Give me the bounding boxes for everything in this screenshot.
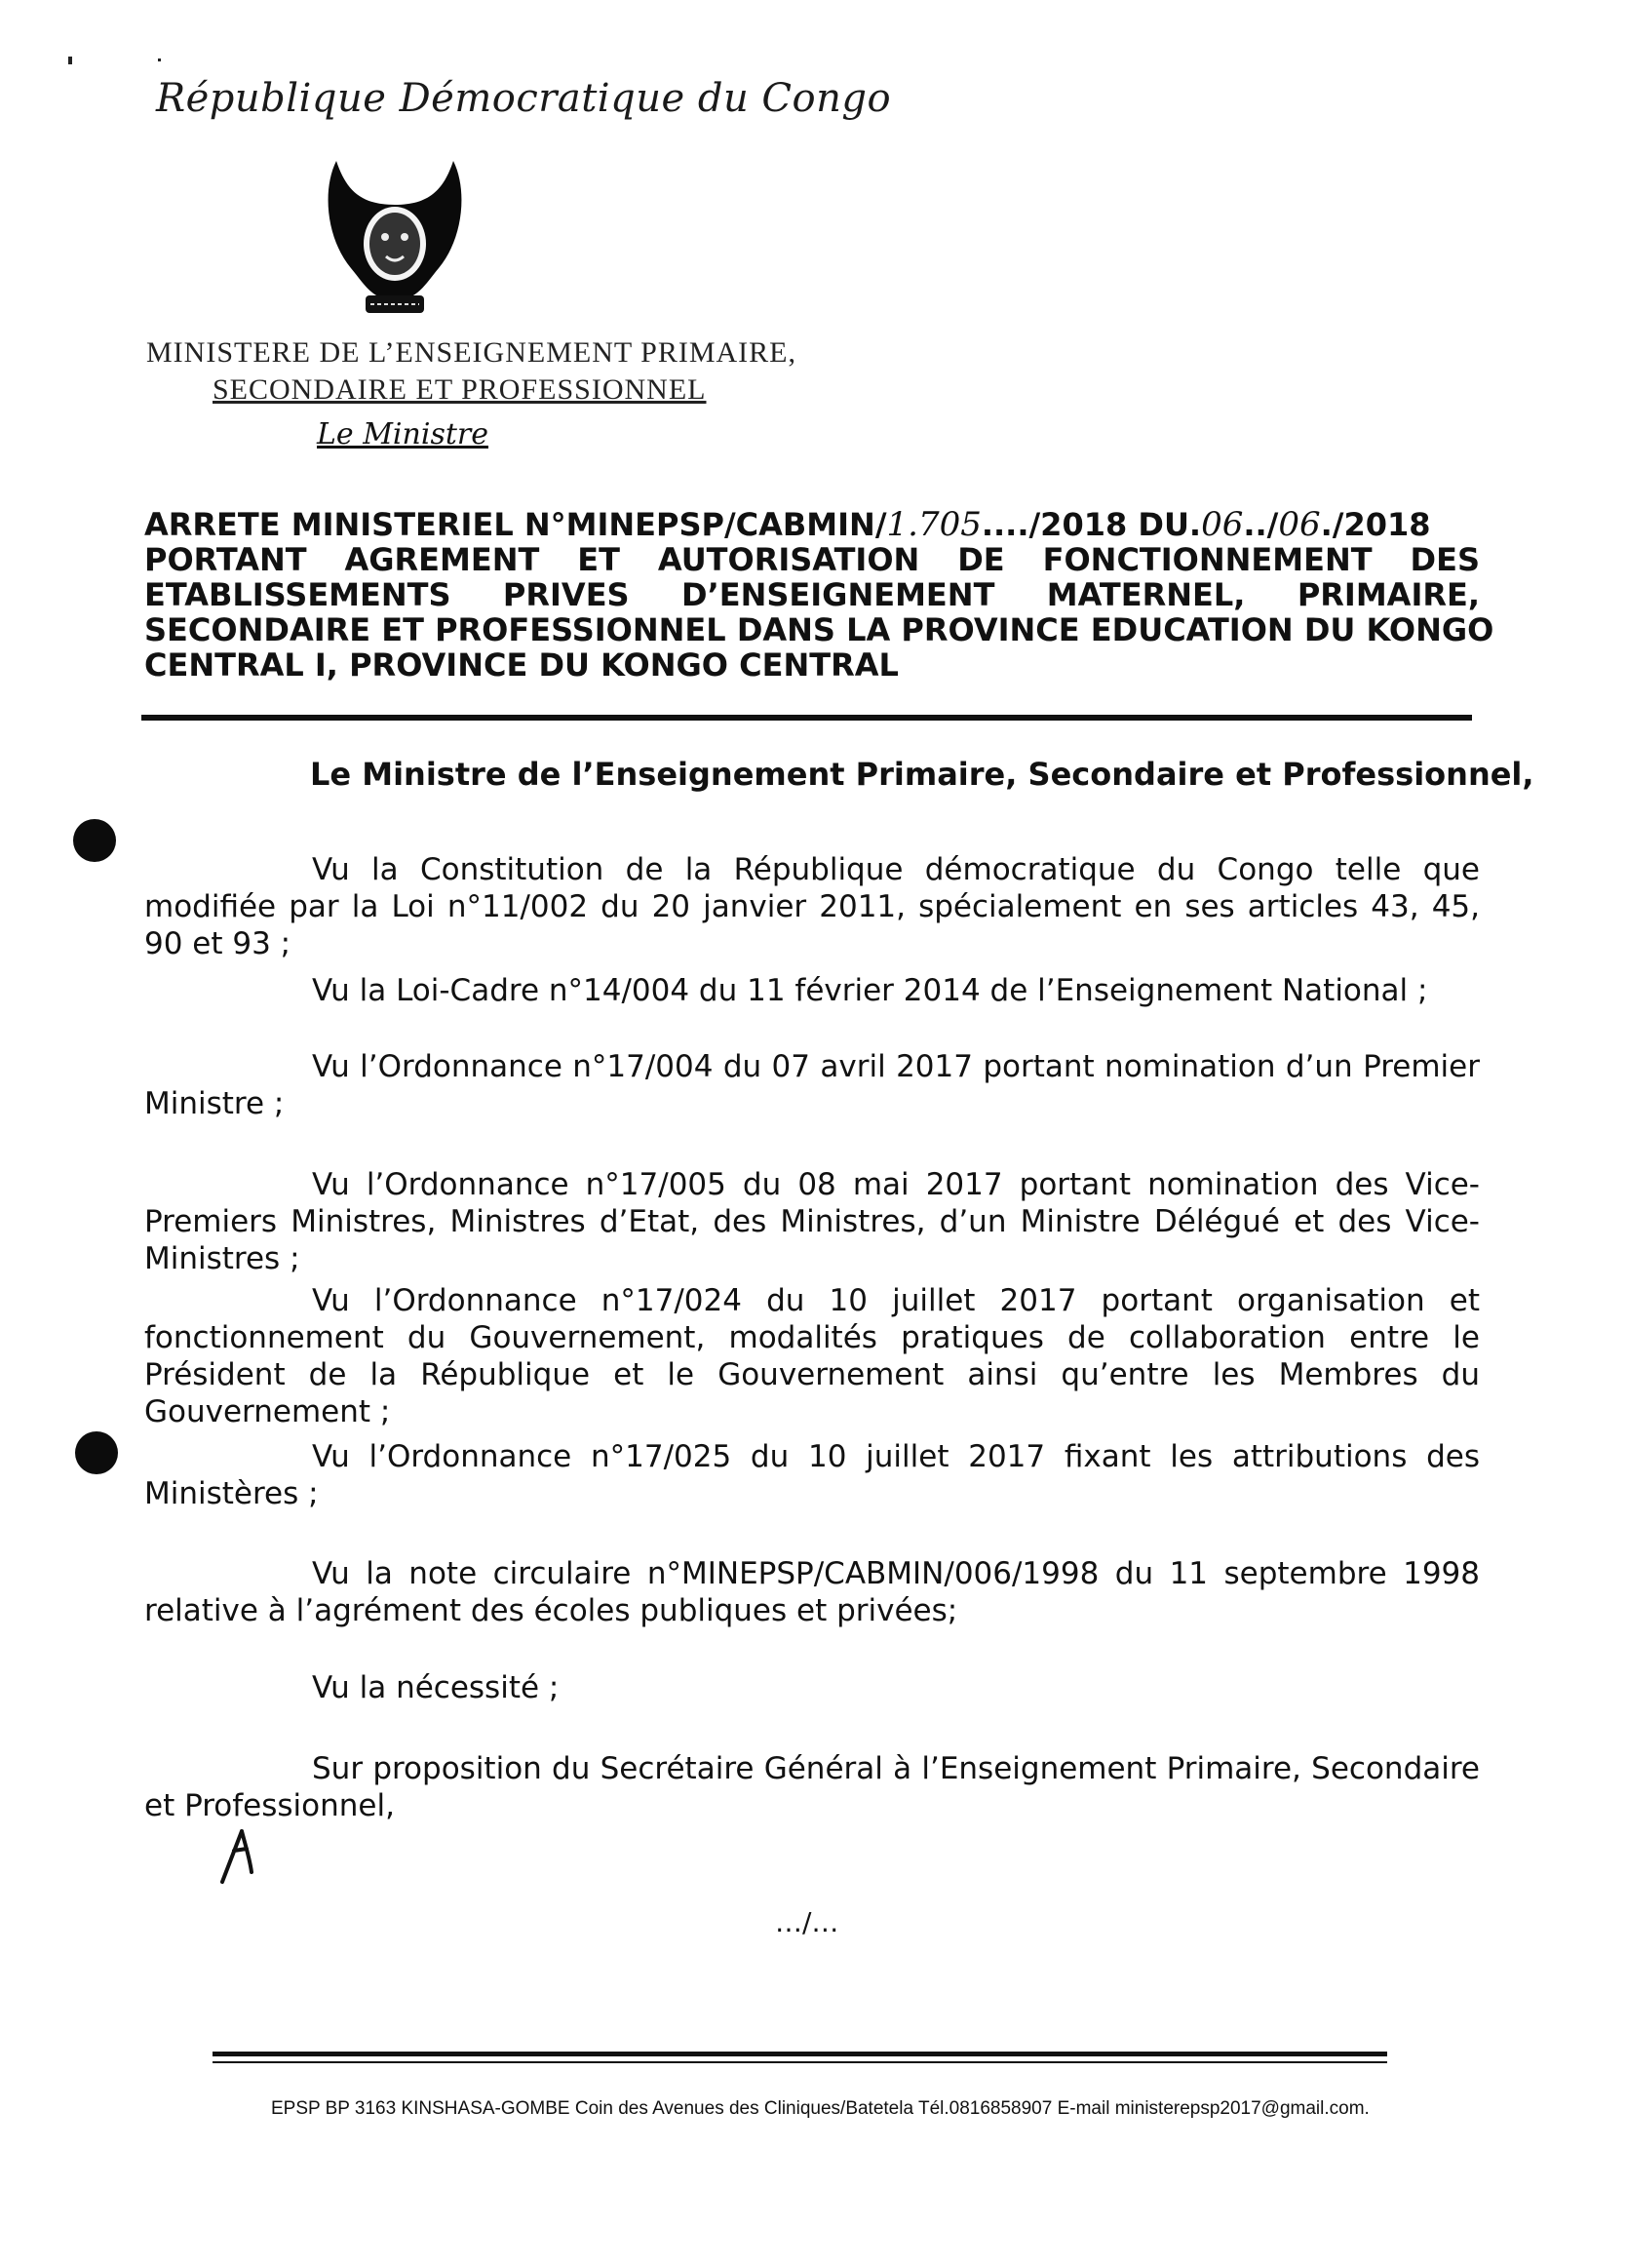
handwritten-day: 06 (1201, 505, 1244, 544)
ministry-name-line1: MINISTERE DE L’ENSEIGNEMENT PRIMAIRE, (146, 336, 796, 369)
visa-loi-cadre: Vu la Loi-Cadre n°14/004 du 11 février 2014 de l’Enseignement National ; (312, 973, 1428, 1008)
footer-divider-thin (213, 2061, 1387, 2063)
ministry-name-line2: SECONDAIRE ET PROFESSIONNEL (213, 373, 707, 406)
title-divider (141, 715, 1472, 721)
arrete-year: ./2018 (1320, 506, 1431, 543)
arrete-title (144, 505, 1494, 684)
continuation-marker: …/… (775, 1906, 839, 1938)
arrete-title-line5: CENTRAL I, PROVINCE DU KONGO CENTRAL (144, 646, 899, 684)
visa-constitution: Vu la Constitution de la République démocratique du Congo telle que modifiée par la Loi n°11/002 du 20 janvier 2011, spécialement en ses articles 43, 45, 90 et 93 ; (144, 852, 1480, 961)
national-emblem-icon (322, 151, 468, 327)
arrete-prefix: ARRETE MINISTERIEL N°MINEPSP/CABMIN/ (144, 506, 887, 543)
footer-divider-thick (213, 2052, 1387, 2056)
arrete-title-line4: SECONDAIRE ET PROFESSIONNEL DANS LA PROVINCE EDUCATION DU KONGO (144, 611, 1494, 648)
visa-ordonnance-17-004: Vu l’Ordonnance n°17/004 du 07 avril 2017 portant nomination d’un Premier Ministre ; (144, 1049, 1480, 1121)
handwritten-number: 1.705 (886, 505, 982, 544)
arrete-title-line3: ETABLISSEMENTS PRIVES D’ENSEIGNEMENT MATERNEL, PRIMAIRE, (144, 576, 1480, 613)
scan-speck (68, 57, 72, 64)
visa-note-circulaire: Vu la note circulaire n°MINEPSP/CABMIN/006/1998 du 11 septembre 1998 relative à l’agrément des écoles publiques et privées; (144, 1556, 1480, 1628)
arrete-title-line2: PORTANT AGREMENT ET AUTORISATION DE FONCTIONNEMENT DES (144, 541, 1480, 578)
handwritten-month: 06 (1278, 505, 1321, 544)
arrete-sep: ../ (1243, 506, 1279, 543)
visa-ordonnance-17-005: Vu l’Ordonnance n°17/005 du 08 mai 2017 portant nomination des Vice-Premiers Ministres, Ministres d’Etat, des Ministres, d’un Ministre Délégué et des Vice-Ministres ; (144, 1167, 1480, 1276)
punch-hole-icon (73, 819, 116, 862)
scan-speck (158, 59, 161, 61)
footer-address: EPSP BP 3163 KINSHASA-GOMBE Coin des Avenues des Cliniques/Batetela Tél.0816858907 E-mail ministerepsp2017@gmail.com. (271, 2098, 1370, 2119)
republic-title: République Démocratique du Congo (156, 76, 892, 121)
visa-ordonnance-17-025: Vu l’Ordonnance n°17/025 du 10 juillet 2017 fixant les attributions des Ministères ; (144, 1439, 1480, 1511)
le-ministre-title: Le Ministre (317, 417, 488, 451)
visa-necessite: Vu la nécessité ; (312, 1670, 560, 1705)
punch-hole-icon (75, 1431, 118, 1474)
proposition-secretaire-general: Sur proposition du Secrétaire Général à l’Enseignement Primaire, Secondaire et Professionnel, (144, 1751, 1480, 1823)
minister-heading: Le Ministre de l’Enseignement Primaire, Secondaire et Professionnel, (310, 756, 1534, 793)
arrete-title-line1 (144, 507, 1480, 542)
handwritten-initial-icon (213, 1823, 261, 1887)
arrete-mid: ..../2018 DU. (981, 506, 1202, 543)
visa-ordonnance-17-024: Vu l’Ordonnance n°17/024 du 10 juillet 2017 portant organisation et fonctionnement du Gouvernement, modalités pratiques de collaboration entre le Président de la République et le Gouvernement ainsi qu’entre les Membres du Gouvernement ; (144, 1283, 1480, 1429)
